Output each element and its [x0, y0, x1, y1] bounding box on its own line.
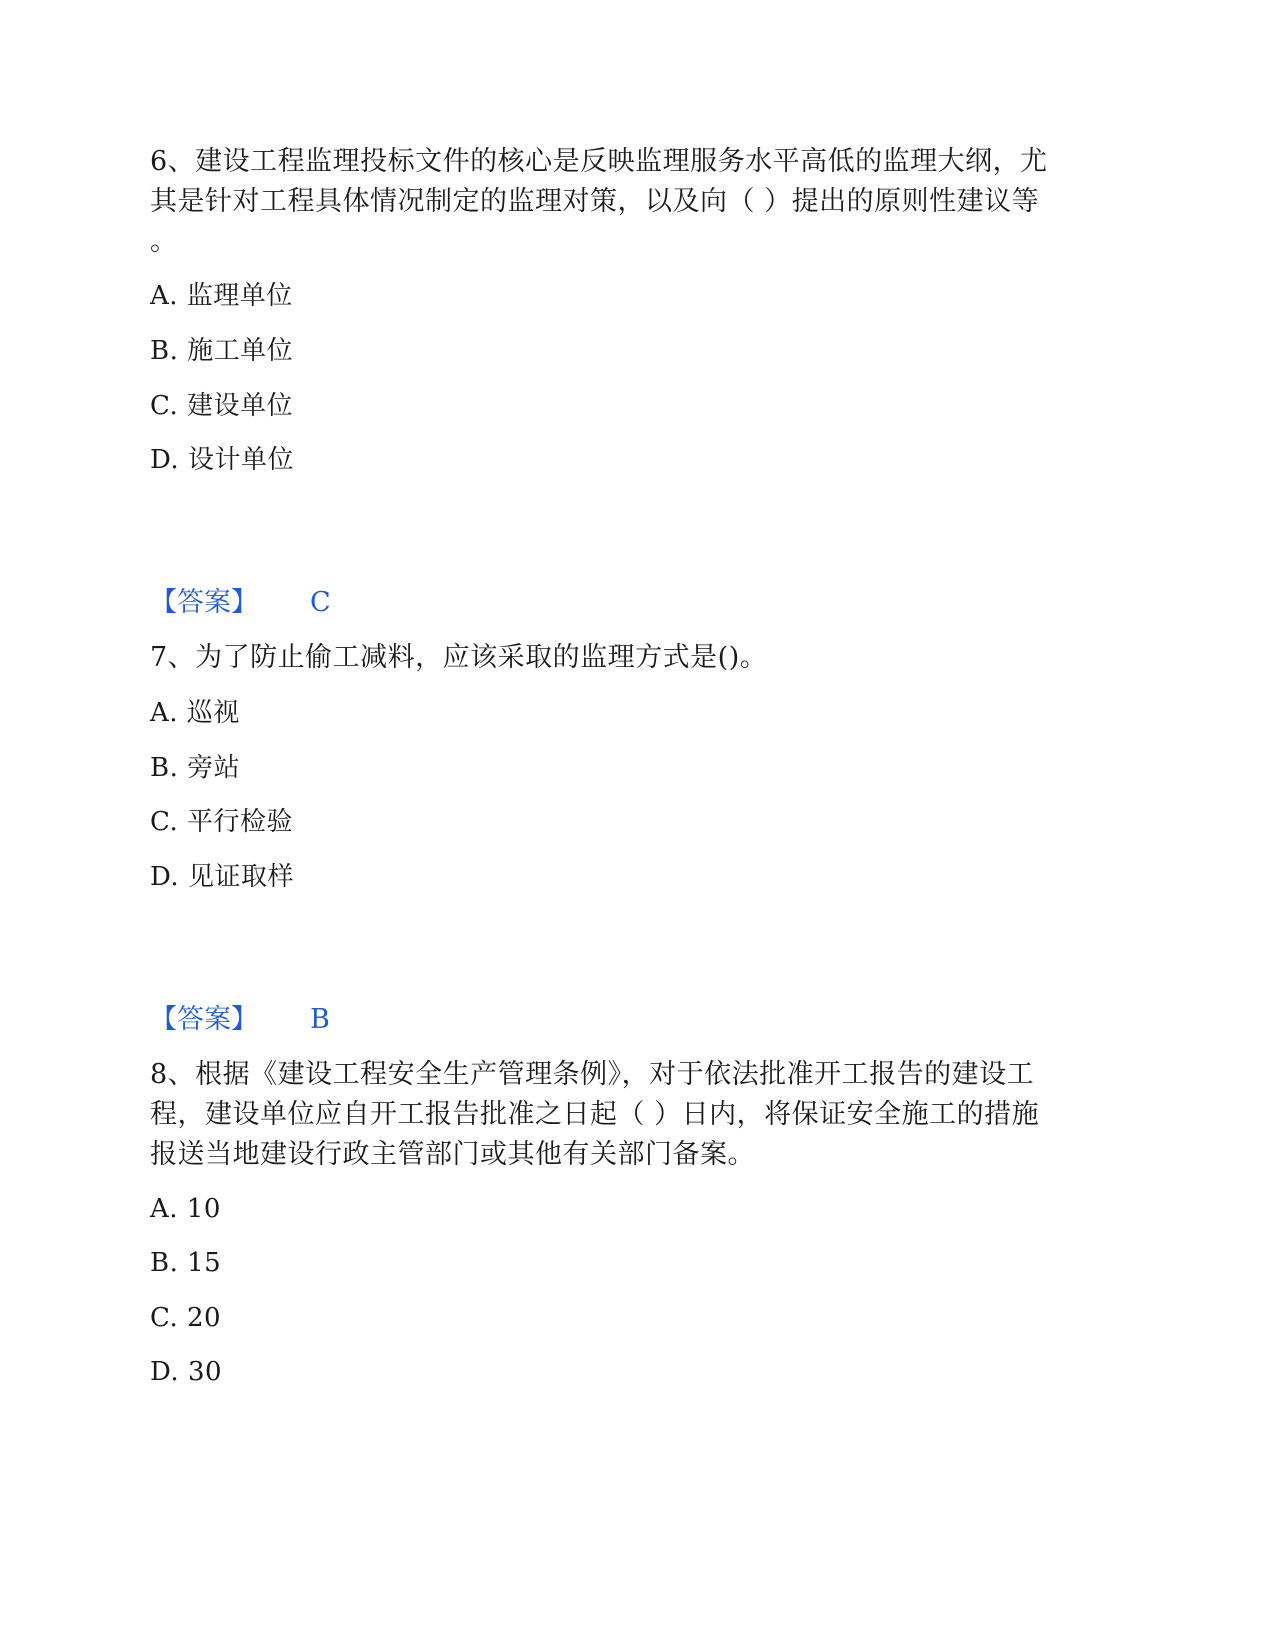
question-8-text-line-3: 报送当地建设行政主管部门或其他有关部门备案。: [150, 1139, 755, 1170]
answer-value: C: [310, 587, 331, 618]
question-6-option-d: D. 设计单位: [150, 445, 294, 475]
answer-label: 【答案】: [150, 1004, 258, 1035]
question-6-option-a: A. 监理单位: [150, 281, 293, 311]
question-7-option-b: B. 旁站: [150, 753, 241, 783]
question-8-text-line-1: 8、根据《建设工程安全生产管理条例》，对于依法批准开工报告的建设工: [150, 1059, 1035, 1090]
question-8-option-d: D. 30: [150, 1357, 223, 1387]
question-6-answer: [150, 583, 331, 623]
question-6-text-line-1: 6、建设工程监理投标文件的核心是反映监理服务水平高低的监理大纲，尤: [150, 146, 1048, 177]
question-6-text-line-3: 。: [150, 226, 178, 257]
question-8-option-b: B. 15: [150, 1248, 222, 1278]
question-7-option-d: D. 见证取样: [150, 862, 294, 892]
question-8-option-c: C. 20: [150, 1303, 222, 1333]
question-7-option-a: A. 巡视: [150, 698, 240, 728]
answer-value: B: [310, 1004, 330, 1035]
question-6-text-line-2: 其是针对工程具体情况制定的监理对策，以及向（ ）提出的原则性建议等: [150, 186, 1040, 217]
question-8-option-a: A. 10: [150, 1194, 221, 1224]
question-6-option-c: C. 建设单位: [150, 391, 293, 421]
question-7-text-line-1: 7、为了防止偷工减料，应该采取的监理方式是()。: [150, 642, 768, 673]
answer-label: 【答案】: [150, 587, 258, 618]
question-7-answer: [150, 1000, 330, 1040]
question-7-option-c: C. 平行检验: [150, 807, 293, 837]
question-8-text-line-2: 程，建设单位应自开工报告批准之日起（ ）日内，将保证安全施工的措施: [150, 1099, 1040, 1130]
question-6-option-b: B. 施工单位: [150, 336, 294, 366]
